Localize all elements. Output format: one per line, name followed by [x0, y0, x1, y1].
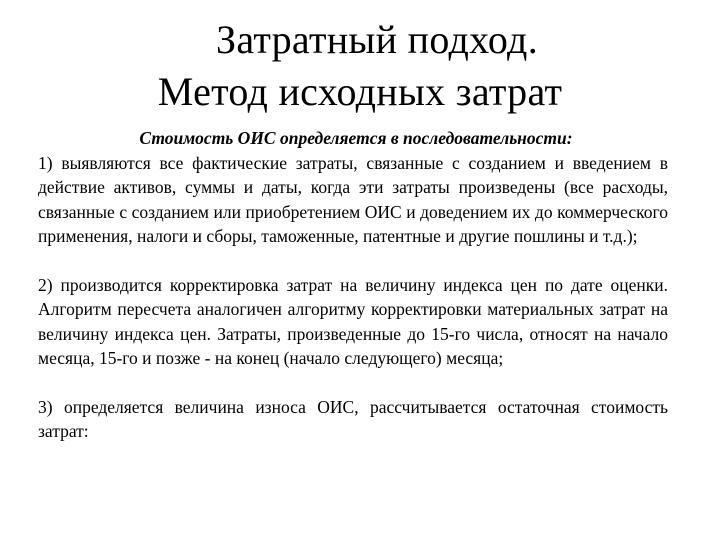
title-line-2: Метод исходных затрат — [157, 69, 563, 114]
slide-body — [38, 126, 668, 444]
paragraph-spacer — [38, 371, 668, 395]
paragraph-spacer — [38, 249, 668, 273]
step-1-paragraph: 1) выявляются все фактические затраты, связанные с созданием и введением в действие активов, суммы и даты, когда эти затраты произведены (все расходы, связанные с созданием или приобретением ОИС и доведением их до коммерческого применения, налоги и сборы, таможенные, патентные и другие пошлины и т.д.); — [38, 152, 668, 246]
title-line-1: Затратный подход. — [216, 17, 538, 62]
step-2-paragraph: 2) производится корректировка затрат на величину индекса цен по дате оценки. Алгоритм пересчета аналогичен алгоритму корректировки материальных затрат на величину индекса цен. Затраты, произведенные до 15-го числа, относят на начало месяца, 15-го и позже - на конец (начало следующего) месяца; — [38, 274, 668, 368]
slide-title — [0, 14, 720, 118]
lead-sentence: Стоимость ОИС определяется в последовательности: — [139, 128, 573, 148]
step-3-paragraph: 3) определяется величина износа ОИС, рассчитывается остаточная стоимость затрат: — [38, 396, 668, 441]
